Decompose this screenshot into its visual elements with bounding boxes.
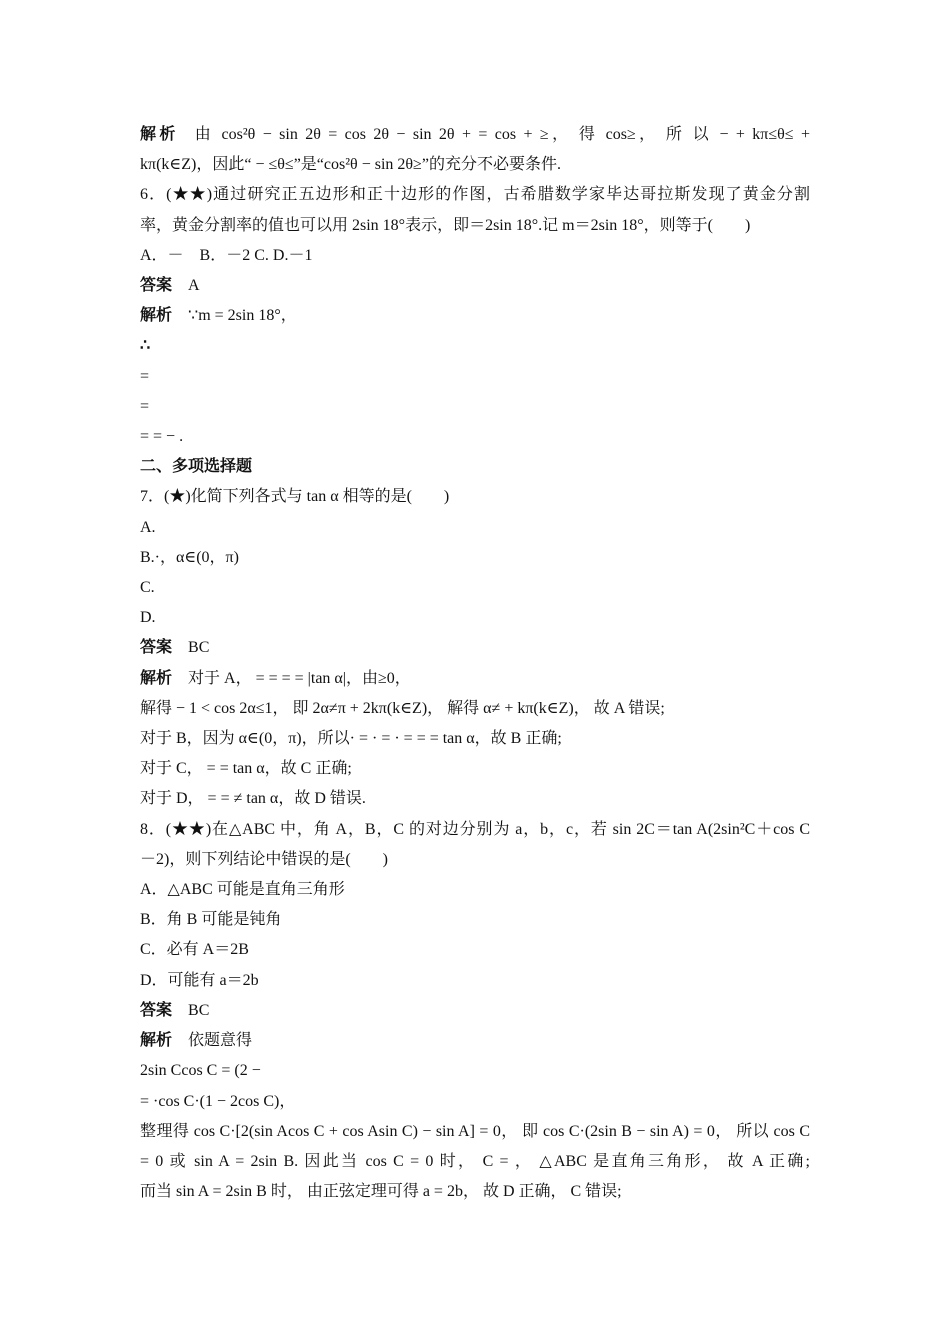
line-text: 7．(★)化简下列各式与 tan α 相等的是( )	[140, 488, 450, 506]
text-line	[140, 271, 810, 301]
line-text: C．必有 A＝2B	[140, 941, 249, 959]
text-line	[140, 875, 810, 905]
text-line	[140, 150, 810, 180]
line-label: 解析	[140, 1032, 173, 1050]
line-text: 8．(★★)在△ABC 中，角 A，B，C 的对边分别为 a，b，c，若 sin 2C＝tan A(2sin²C＋cos C	[140, 820, 810, 838]
line-text: 整理得 cos C·[2(sin Acos C + cos Asin C) − sin A] = 0， 即 cos C·(2sin B − sin A) = 0， 所以 cos C	[140, 1122, 810, 1140]
text-line	[140, 573, 810, 603]
line-text: = = − .	[140, 428, 184, 446]
line-text: A．△ABC 可能是直角三角形	[140, 881, 345, 899]
line-text: A	[188, 277, 200, 295]
line-text: B.·，α∈(0，π)	[140, 548, 239, 566]
line-text: 而当 sin A = 2sin B 时， 由正弦定理可得 a = 2b， 故 D 正确， C 错误;	[140, 1183, 622, 1201]
text-line	[140, 845, 810, 875]
line-label: 答案	[140, 1001, 173, 1019]
text-line	[140, 1026, 810, 1056]
text-line	[140, 422, 810, 452]
text-line	[140, 392, 810, 422]
text-line	[140, 331, 810, 361]
line-text: 由 cos²θ − sin 2θ = cos 2θ − sin 2θ + = cos + ≥， 得 cos≥， 所 以 − + kπ≤θ≤ +	[194, 126, 810, 143]
line-text: A．－ B．－2 C. D.－1	[140, 246, 313, 264]
line-text: D.	[140, 609, 156, 627]
text-line	[140, 120, 810, 150]
text-line	[140, 815, 810, 845]
line-text: BC	[188, 1001, 210, 1019]
line-text: =	[140, 397, 150, 415]
line-text: BC	[188, 639, 210, 657]
text-line	[140, 784, 810, 814]
text-line	[140, 1117, 810, 1147]
line-text: = ·cos C·(1 − 2cos C)，	[140, 1092, 296, 1110]
text-line	[140, 905, 810, 935]
text-line	[140, 1147, 810, 1177]
line-text: －2)，则下列结论中错误的是( )	[140, 850, 388, 868]
line-text: A.	[140, 518, 156, 536]
text-line	[140, 211, 810, 241]
text-line	[140, 1177, 810, 1207]
line-label: 解析	[140, 307, 173, 325]
text-line	[140, 694, 810, 724]
text-line	[140, 513, 810, 543]
text-line	[140, 664, 810, 694]
line-text: 对于 D， = = ≠ tan α，故 D 错误.	[140, 790, 366, 808]
text-line	[140, 543, 810, 573]
text-line	[140, 603, 810, 633]
line-text: 对于 A， = = = = |tan α|，由≥0，	[188, 669, 411, 687]
line-text: ∴	[140, 337, 151, 355]
document-page	[140, 120, 810, 1207]
text-line	[140, 241, 810, 271]
line-text: 率，黄金分割率的值也可以用 2sin 18°表示，即＝2sin 18°.记 m＝2sin 18°，则等于( )	[140, 216, 751, 234]
line-label: 解析	[140, 669, 173, 687]
text-line	[140, 1087, 810, 1117]
text-line	[140, 1056, 810, 1086]
text-line	[140, 935, 810, 965]
text-line	[140, 996, 810, 1026]
text-line	[140, 966, 810, 996]
line-text: 2sin Ccos C = (2 −	[140, 1062, 261, 1080]
line-label: 答案	[140, 277, 173, 295]
line-text: ∵m = 2sin 18°，	[188, 307, 297, 325]
text-line	[140, 301, 810, 331]
line-text: B．角 B 可能是钝角	[140, 911, 282, 929]
line-text: =	[140, 367, 150, 385]
line-text: C.	[140, 579, 155, 597]
line-text: 对于 C， = = tan α，故 C 正确;	[140, 760, 352, 778]
line-label: 解析	[140, 126, 179, 143]
line-text: D．可能有 a＝2b	[140, 971, 259, 989]
line-text: = 0 或 sin A = 2sin B. 因此当 cos C = 0 时， C = ， △ABC 是直角三角形， 故 A 正确;	[140, 1152, 810, 1170]
text-line	[140, 452, 810, 482]
line-text: kπ(k∈Z)，因此“ − ≤θ≤”是“cos²θ − sin 2θ≥”的充分不必要条件.	[140, 156, 561, 174]
text-line	[140, 633, 810, 663]
line-text: 对于 B，因为 α∈(0，π)，所以· = · = · = = = tan α，故 B 正确;	[140, 730, 562, 748]
line-text: 依题意得	[188, 1032, 253, 1050]
text-line	[140, 482, 810, 512]
line-text: 二、多项选择题	[140, 458, 253, 476]
text-line	[140, 724, 810, 754]
line-text: 6．(★★)通过研究正五边形和正十边形的作图，古希腊数学家毕达哥拉斯发现了黄金分割	[140, 186, 810, 204]
text-line	[140, 362, 810, 392]
text-line	[140, 180, 810, 210]
line-label: 答案	[140, 639, 173, 657]
line-text: 解得 − 1 < cos 2α≤1， 即 2α≠π + 2kπ(k∈Z)， 解得 α≠ + kπ(k∈Z)， 故 A 错误;	[140, 699, 665, 717]
text-line	[140, 754, 810, 784]
